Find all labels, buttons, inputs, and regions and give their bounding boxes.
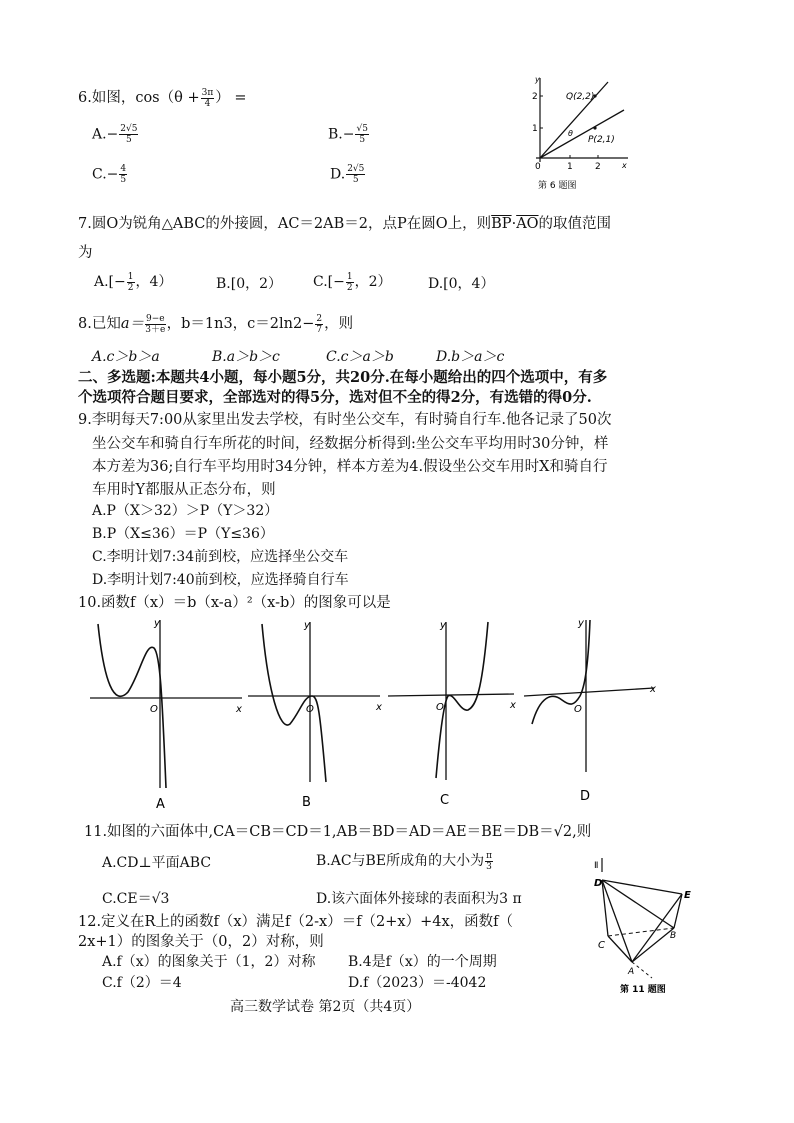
q6-stem-fraction: $\frac{3\pi}{4}$ xyxy=(201,87,214,109)
q10-curve-c xyxy=(436,622,488,778)
section2-heading-line1: 二、多选题:本题共4小题，每小题5分，共20分.在每小题给出的四个选项中，有多 xyxy=(78,369,608,386)
q6-theta: θ xyxy=(568,129,573,138)
svg-text:Ⅱ: Ⅱ xyxy=(594,861,599,871)
q10-label-d: D xyxy=(580,789,591,804)
q10-label-a: A xyxy=(156,797,165,812)
q10-label-c: C xyxy=(440,793,450,808)
q7-stem-line2: 为 xyxy=(78,245,93,261)
q6-tick-y2: 2 xyxy=(532,92,538,102)
q9-option-a: A.P（X＞32）＞P（Y＞32） xyxy=(92,503,279,519)
q6-y-label: y xyxy=(535,75,540,84)
q10-graph-c xyxy=(388,620,516,808)
q7-stem-line1: 7.圆O为锐角△ABC的外接圆，AC＝2AB＝2，点P在圆O上，则$\overline{BP}\cdot\overline{AO}$的取值范围 xyxy=(78,216,612,232)
q6-tick-y1: 1 xyxy=(532,124,538,134)
q11-vertex-a: A xyxy=(628,967,635,977)
q10-graph-b xyxy=(248,620,382,810)
page-footer: 高三数学试卷 第2页（共4页） xyxy=(230,999,421,1015)
q8-stem: 8.已知a＝ $\frac{9-e}{3+e}$ ，b＝1n3，c＝2ln2− $\frac{2}{7}$ ，则 xyxy=(78,313,354,335)
q8-option-c: C.c＞a＞b xyxy=(326,349,394,365)
q7-option-c: C.[− $\frac{1}{2}$ ，2） xyxy=(313,271,392,293)
q10-curve-b xyxy=(262,624,326,782)
q6-tick-x1: 1 xyxy=(567,162,573,172)
q6-caption: 第 6 题图 xyxy=(538,181,577,191)
q12-stem-line1: 12.定义在R上的函数f（x）满足f（2-x）＝f（2+x）+4x，函数f（ xyxy=(78,914,514,930)
svg-text:y: y xyxy=(304,620,310,631)
q6-x-label: x xyxy=(622,161,627,170)
q10-graph-d xyxy=(524,618,656,804)
q10-stem: 10.函数f（x）＝b（x-a）²（x-b）的图象可以是 xyxy=(78,595,391,611)
q6-stem xyxy=(78,86,247,109)
q8-option-a: A.c＞b＞a xyxy=(92,349,160,365)
q9-stem-line3: 本方差为36;自行车平均用时34分钟，样本方差为4.假设坐公交车用时X和骑自行 xyxy=(92,459,608,475)
q12-option-b: B.4是f（x）的一个周期 xyxy=(348,954,497,970)
q6-option-d: D. $\frac{2√5}{5}$ xyxy=(330,164,365,185)
section2-heading-line2: 个选项符合题目要求，全部选对的得5分，选对但不全的得2分，有选错的得0分. xyxy=(78,389,592,406)
q7-option-b: B.[0，2） xyxy=(216,276,283,292)
q9-stem-line1: 9.李明每天7:00从家里出发去学校，有时坐公交车，有时骑自行车.他各记录了50次 xyxy=(78,412,612,428)
svg-text:O: O xyxy=(150,704,158,715)
q11-vertex-b: B xyxy=(670,931,677,941)
svg-text:x: x xyxy=(510,700,516,711)
q12-option-c: C.f（2）＝4 xyxy=(102,975,182,991)
q11-option-a: A.CD⊥平面ABC xyxy=(102,855,212,871)
q9-option-c: C.李明计划7:34前到校，应选择坐公交车 xyxy=(92,549,349,565)
q9-option-d: D.李明计划7:40前到校，应选择骑自行车 xyxy=(92,572,349,588)
svg-text:y: y xyxy=(440,620,446,631)
q7-option-a: A.[− $\frac{1}{2}$ ，4） xyxy=(94,271,173,293)
q6-tick-x2: 2 xyxy=(595,162,601,172)
q11-option-d: D.该六面体外接球的表面积为3 π xyxy=(316,891,522,907)
q8-option-b: B.a＞b＞c xyxy=(212,349,280,365)
q11-stem: 11.如图的六面体中,CA＝CB＝CD＝1,AB＝BD＝AD＝AE＝BE＝DB＝√2,则 xyxy=(84,824,592,840)
q11-vertex-e: E xyxy=(684,890,691,901)
q6-option-a: A.− $\frac{2√5}{5}$ xyxy=(92,124,138,145)
q6-line-op xyxy=(540,110,624,158)
q9-option-b: B.P（X≤36）＝P（Y≤36） xyxy=(92,526,274,542)
q11-vertex-c: C xyxy=(598,940,605,951)
svg-text:O: O xyxy=(306,704,314,715)
q10-graph-a xyxy=(90,618,242,812)
q6-stem-prefix: 6.如图，cos（θ + xyxy=(78,90,200,106)
q12-option-a: A.f（x）的图象关于（1，2）对称 xyxy=(102,954,316,970)
q6-figure xyxy=(524,72,634,194)
q6-p-label: P(2,1) xyxy=(588,135,615,145)
q11-option-c: C.CE＝√3 xyxy=(102,891,170,907)
svg-text:x: x xyxy=(376,702,382,713)
q6-point-p xyxy=(593,126,596,129)
svg-text:y: y xyxy=(578,618,584,629)
svg-text:x: x xyxy=(650,684,656,695)
q9-stem-line4: 车用时Y都服从正态分布，则 xyxy=(92,482,276,498)
q9-stem-line2: 坐公交车和骑自行车所花的时间，经数据分析得到:坐公交车平均用时30分钟，样 xyxy=(92,436,609,452)
q6-origin: 0 xyxy=(535,162,541,172)
q11-vertex-d: D xyxy=(594,878,603,889)
q6-stem-suffix: ） = xyxy=(215,90,247,106)
q8-option-d: D.b＞a＞c xyxy=(436,349,505,365)
q6-option-b: B.− $\frac{√5}{5}$ xyxy=(328,124,368,145)
q7-vector-bp: $\overline{BP}$ xyxy=(491,216,512,232)
q10-label-b: B xyxy=(302,795,311,810)
q11-option-b: B.AC与BE所成角的大小为 $\frac{\pi}{3}$ xyxy=(316,850,492,872)
svg-text:x: x xyxy=(236,704,242,715)
q12-option-d: D.f（2023）＝-4042 xyxy=(348,975,487,991)
q6-option-c: C.− $\frac{4}{5}$ xyxy=(92,164,127,185)
q7-vector-ao: $\overline{AO}$ xyxy=(516,216,539,232)
q12-stem-line2: 2x+1）的图象关于（0，2）对称，则 xyxy=(78,934,324,950)
svg-text:O: O xyxy=(436,702,444,713)
q10-graphs xyxy=(84,612,674,812)
q6-q-label: Q(2,2) xyxy=(566,92,595,102)
q11-figure xyxy=(586,852,712,1000)
svg-text:y: y xyxy=(154,618,160,629)
q11-caption: 第 11 题图 xyxy=(620,985,666,995)
svg-text:O: O xyxy=(574,704,582,715)
q7-option-d: D.[0，4） xyxy=(428,276,495,292)
